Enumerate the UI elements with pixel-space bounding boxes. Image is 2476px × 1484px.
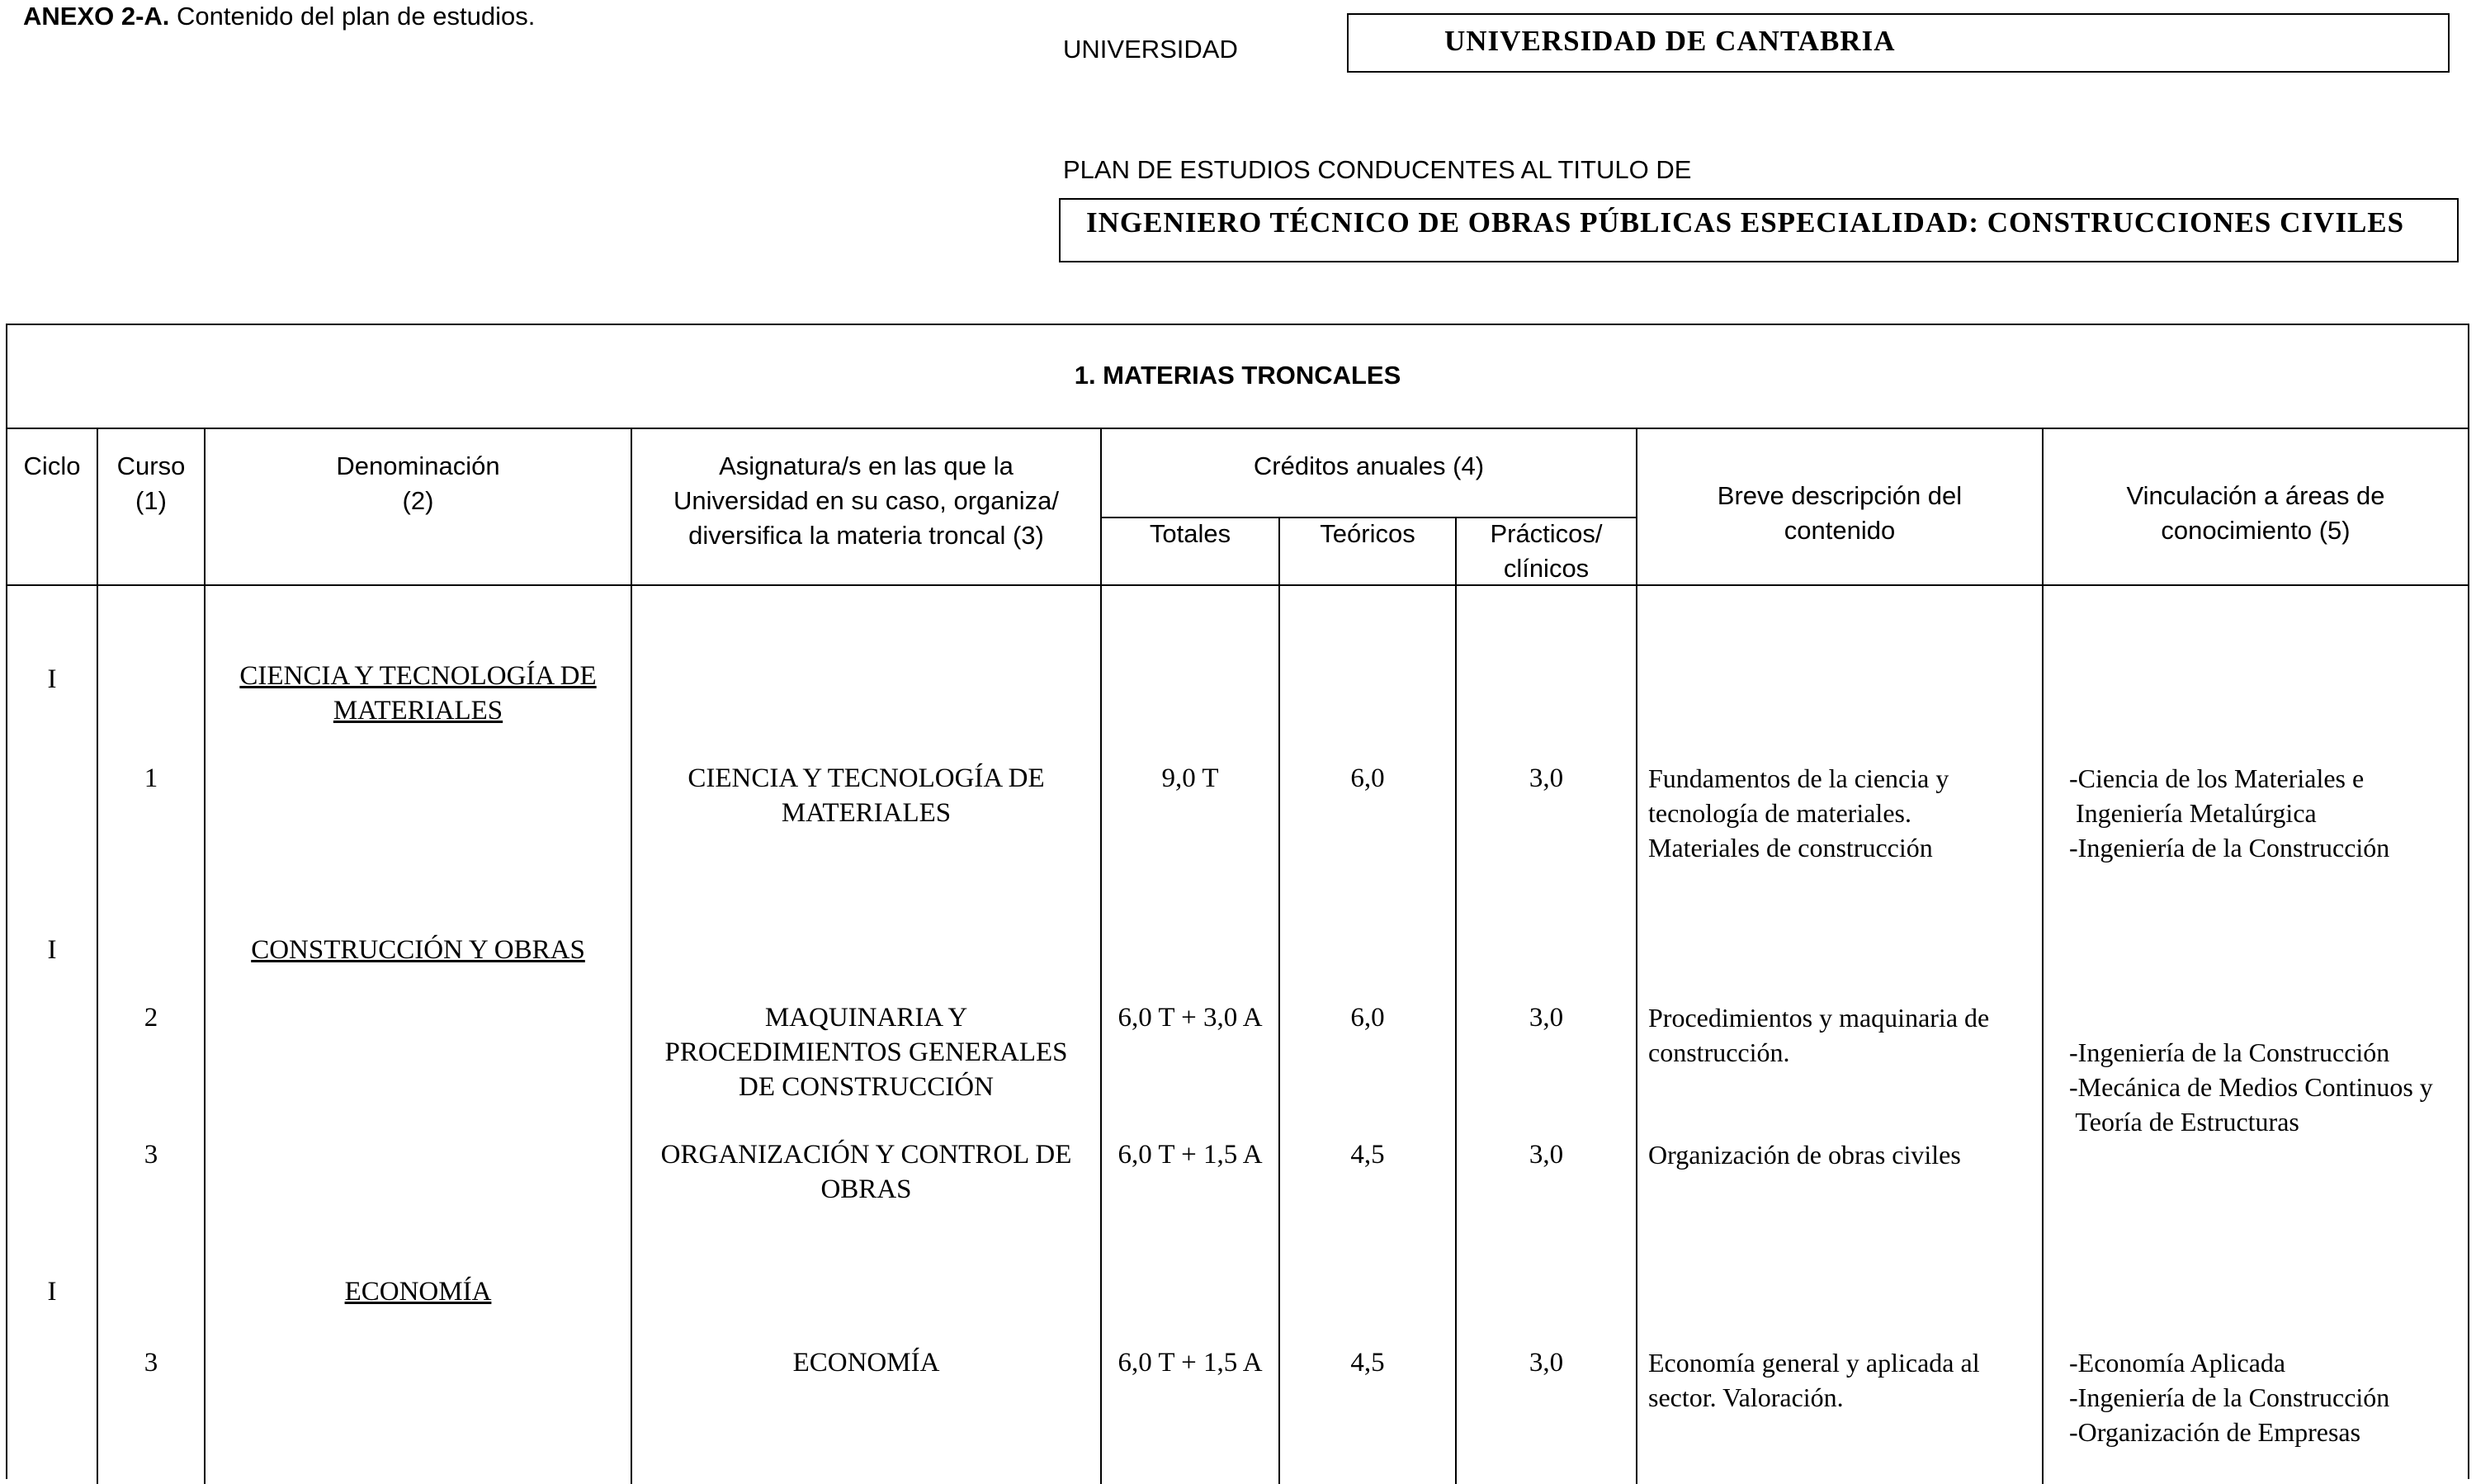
header-bottom-divider xyxy=(7,584,2468,586)
descripcion-value: Fundamentos de la ciencia y tecnología de materiales. Materiales de construcción xyxy=(1648,763,1949,863)
plan-label: PLAN DE ESTUDIOS CONDUCENTES AL TITULO DE xyxy=(1063,155,1692,184)
descripcion-value: Economía general y aplicada al sector. Valoración. xyxy=(1648,1348,1980,1412)
ciclo-value: I xyxy=(47,664,57,694)
col-divider xyxy=(2042,428,2044,1484)
teoricos-value: 4,5 xyxy=(1350,1140,1385,1170)
col-divider xyxy=(631,428,632,1484)
ciclo-value: I xyxy=(47,935,57,965)
header-vinculacion: Vinculación a áreas de conocimiento (5) xyxy=(2126,481,2385,545)
curso-value: 3 xyxy=(144,1140,158,1170)
asignatura-value: MAQUINARIA Y PROCEDIMIENTOS GENERALES DE CONSTRUCCIÓN xyxy=(664,1003,1068,1102)
col-divider xyxy=(97,428,98,1484)
university-name: UNIVERSIDAD DE CANTABRIA xyxy=(1444,25,1896,57)
header-totales: Totales xyxy=(1149,519,1231,548)
practicos-value: 3,0 xyxy=(1529,763,1564,793)
degree-title: INGENIERO TÉCNICO DE OBRAS PÚBLICAS ESPECIALIDAD: CONSTRUCCIONES CIVILES xyxy=(1086,206,2405,239)
asignatura-value: CIENCIA Y TECNOLOGÍA DE MATERIALES xyxy=(688,763,1045,828)
descripcion-value: Organización de obras civiles xyxy=(1648,1140,1961,1170)
totales-value: 9,0 T xyxy=(1161,763,1219,793)
header-creditos: Créditos anuales (4) xyxy=(1253,451,1485,480)
descripcion-value: Procedimientos y maquinaria de construcción. xyxy=(1648,1003,1990,1067)
asignatura-value: ECONOMÍA xyxy=(792,1348,940,1378)
practicos-value: 3,0 xyxy=(1529,1003,1564,1033)
header-denominacion: Denominación (2) xyxy=(336,451,500,515)
header-teoricos: Teóricos xyxy=(1320,519,1415,548)
university-label: UNIVERSIDAD xyxy=(1063,35,1238,64)
denominacion-value: ECONOMÍA xyxy=(344,1277,492,1307)
totales-value: 6,0 T + 3,0 A xyxy=(1118,1003,1263,1033)
section-title: 1. MATERIAS TRONCALES xyxy=(1074,361,1401,390)
practicos-value: 3,0 xyxy=(1529,1348,1564,1378)
header-practicos: Prácticos/ clínicos xyxy=(1490,519,1603,583)
curso-value: 1 xyxy=(144,763,158,793)
header-asignaturas: Asignatura/s en las que la Universidad en su caso, organiza/ diversifica la materia troncal (3) xyxy=(673,451,1059,550)
vinculacion-value: -Economía Aplicada -Ingeniería de la Construcción -Organización de Empresas xyxy=(2069,1348,2390,1447)
curso-value: 3 xyxy=(144,1348,158,1378)
materias-troncales-table xyxy=(6,324,2469,1479)
vinculacion-value: -Ingeniería de la Construcción -Mecánica de Medios Continuos y Teoría de Estructuras xyxy=(2069,1037,2433,1137)
vinculacion-value: -Ciencia de los Materiales e Ingeniería Metalúrgica -Ingeniería de la Construcción xyxy=(2069,763,2390,863)
col-divider xyxy=(1636,428,1637,1484)
teoricos-value: 6,0 xyxy=(1350,763,1385,793)
header-ciclo: Ciclo xyxy=(23,451,81,480)
ciclo-value: I xyxy=(47,1277,57,1307)
col-divider xyxy=(1100,428,1102,1484)
annex-heading: ANEXO 2-A. Contenido del plan de estudios. xyxy=(23,2,536,31)
header-descripcion: Breve descripción del contenido xyxy=(1717,481,1963,545)
totales-value: 6,0 T + 1,5 A xyxy=(1118,1140,1263,1170)
denominacion-value: CONSTRUCCIÓN Y OBRAS xyxy=(251,935,585,965)
teoricos-value: 6,0 xyxy=(1350,1003,1385,1033)
totales-value: 6,0 T + 1,5 A xyxy=(1118,1348,1263,1378)
header-curso: Curso (1) xyxy=(116,451,186,515)
asignatura-value: ORGANIZACIÓN Y CONTROL DE OBRAS xyxy=(660,1140,1072,1204)
curso-value: 2 xyxy=(144,1003,158,1033)
teoricos-value: 4,5 xyxy=(1350,1348,1385,1378)
denominacion-value: CIENCIA Y TECNOLOGÍA DE MATERIALES xyxy=(239,661,597,725)
table-divider xyxy=(7,428,2468,429)
practicos-value: 3,0 xyxy=(1529,1140,1564,1170)
